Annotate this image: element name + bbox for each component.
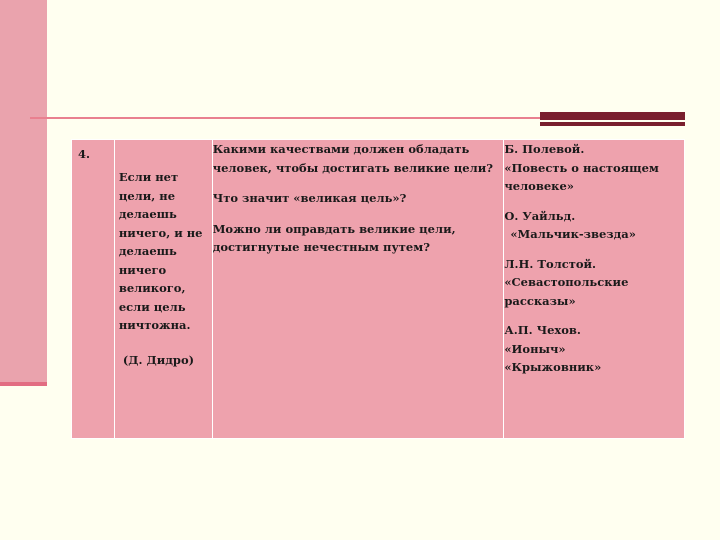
quote-line: ничего, и не	[118, 225, 203, 240]
quote-cell	[114, 140, 212, 439]
quote-line: цели, не	[118, 188, 176, 203]
row-number: 4.	[78, 147, 91, 161]
works-cell	[504, 140, 685, 439]
quote-line: делаешь	[118, 244, 177, 258]
work-item: Л.Н. Толстой. «Севастопольские рассказы»	[504, 256, 629, 308]
work-item: О. Уайльд. «Мальчик-звезда»	[504, 208, 636, 241]
table-row	[72, 140, 685, 439]
quote-line: великого,	[118, 281, 186, 295]
quote-text	[115, 140, 212, 335]
left-decor-strip	[0, 0, 47, 382]
work-item: А.П. Чехов. «Ионыч» «Крыжовник»	[504, 323, 602, 374]
quote-line: ничего	[118, 262, 167, 277]
content-table	[71, 139, 685, 439]
question-item: Какими качествами должен обладать человек, чтобы достигать великие цели?	[212, 142, 493, 175]
questions-cell	[212, 140, 504, 439]
left-decor-line	[0, 382, 47, 386]
quote-author: (Д. Дидро)	[122, 352, 195, 367]
question-item: Можно ли оправдать великие цели, достигнутые нечестным путем?	[212, 221, 456, 254]
number-cell	[72, 140, 115, 439]
question-item: Что значит «великая цель»?	[212, 191, 407, 205]
quote-line: Если нет	[118, 170, 179, 184]
quote-line: делаешь	[118, 207, 177, 221]
work-item: Б. Полевой. «Повесть о настоящем человеке»	[504, 142, 659, 193]
accent-bar	[540, 112, 685, 120]
accent-bar-thin	[540, 122, 685, 126]
quote-line: ничтожна.	[118, 318, 191, 332]
quote-line: если цель	[118, 299, 186, 314]
